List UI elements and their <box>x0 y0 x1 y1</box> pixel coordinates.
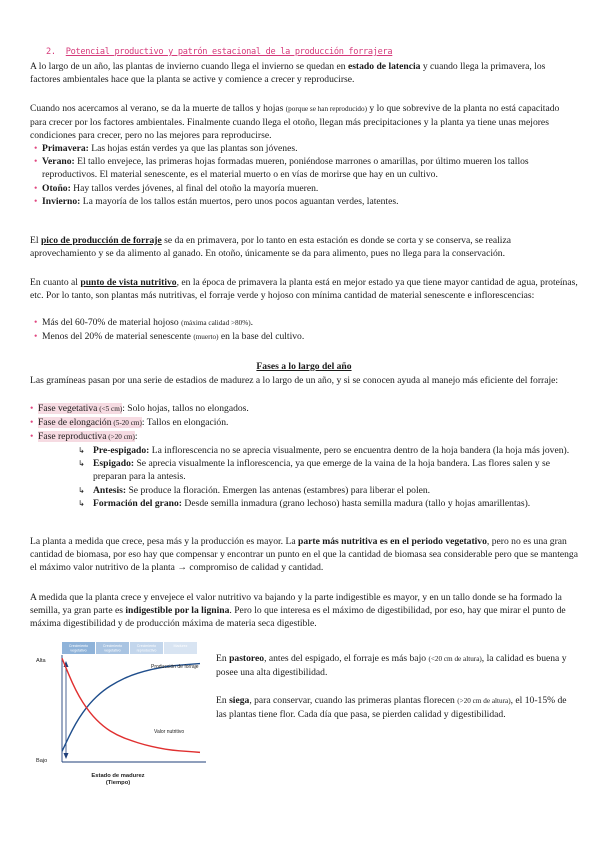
phase-highlight <box>38 417 142 428</box>
subphase-label: Espigado: <box>93 458 135 470</box>
grazing-text-mid: , antes del espigado, el forraje es más bajo <box>264 653 429 664</box>
y-bottom-label: Bajo <box>36 758 48 764</box>
x-axis-label-line1: Estado de madurez <box>91 773 145 779</box>
aging-text: A medida que la planta crece y envejece el valor nutritivo va bajando y la parte indigestible es mayor, y en un tallo donde se ha formado la semilla, ya gran parte es <box>30 592 562 617</box>
maturity-chart <box>30 641 210 801</box>
season-item-otono <box>30 182 578 195</box>
mowing-paragraph <box>216 694 578 721</box>
season-label: Verano: <box>42 156 75 168</box>
phase-label: Fase reproductiva <box>38 431 107 443</box>
summer-text-end: y lo que sobrevive de la planta no está capacitado para crecer por los factores ambientales. Finalmente cuando llega el otoño, llegan más precipitaciones y la planta ya tiene unas mejores condiciones para crecer, pero no las mejores para reproducirse. <box>30 103 560 142</box>
y-top-label: Alta <box>36 658 46 664</box>
mowing-text-end: , el 10-15% de las plantas tiene flor. Cada día que pasa, se pierden calidad y digestibilidad. <box>216 695 567 721</box>
subphases-list <box>30 444 578 510</box>
phase-range: (>20 cm) <box>106 433 135 442</box>
nutritive-text: En cuanto al <box>30 277 81 288</box>
mowing-note: (>20 cm de altura) <box>457 697 511 705</box>
season-item-primavera <box>30 142 578 155</box>
phases-intro: Las gramíneas pasan por una serie de estadios de madurez a lo largo de un año, y si se conocen ayuda al manejo más eficiente del forraje: <box>30 375 559 386</box>
summer-text: Cuando nos acercamos al verano, se da la muerte de tallos y hojas <box>30 103 286 114</box>
season-label: Invierno: <box>42 195 81 207</box>
subphase-item <box>30 497 578 510</box>
grazing-note: (<20 cm de altura) <box>428 655 482 663</box>
nutritive-item <box>30 330 578 344</box>
subphase-item <box>30 444 578 457</box>
stage-label: reproductivo <box>136 648 157 653</box>
chart-series <box>62 658 200 752</box>
section-heading <box>30 46 578 59</box>
subphase-label: Formación del grano: <box>93 497 182 509</box>
mowing-text: En <box>216 695 230 706</box>
stage-label: Crecimiento <box>136 644 157 648</box>
phase-label: Fase de elongación <box>38 417 112 429</box>
nutritive-bold: punto de vista nutritivo <box>80 277 177 288</box>
season-item-verano <box>30 155 578 181</box>
grazing-paragraph <box>216 652 576 679</box>
subphase-label: Antesis: <box>93 484 127 496</box>
mowing-text-mid: , para conservar, cuando las primeras plantas florecen <box>249 695 458 706</box>
growth-bold: parte más nutritiva es en el periodo vegetativo <box>297 536 487 547</box>
peak-text: El <box>30 235 41 246</box>
summer-note: (porque se han reproducido) <box>285 105 367 113</box>
nutritive-item-text: Más del 60-70% de material hojoso <box>42 317 182 328</box>
stage-label: Crecimiento <box>102 644 123 648</box>
growth-paragraph <box>30 535 578 575</box>
nutritive-paragraph <box>30 276 578 302</box>
peak-bold: pico de producción de forraje <box>40 235 162 246</box>
phases-list <box>30 402 578 445</box>
growth-text: La planta a medida que crece, pesa más y la producción es mayor. La <box>30 536 298 547</box>
phase-range: (<5 cm) <box>97 405 123 413</box>
aging-bold: indigestible por la lignina <box>125 605 230 617</box>
subphase-text: Desde semilla inmadura (grano lechoso) hasta semilla madura (tallo y hojas amarillentas). <box>182 497 531 509</box>
subphase-text: Se aprecia visualmente la inflorescencia, ya que emerge de la vaina de la hoja bandera. Las flores salen y se preparan para la antesis. <box>93 458 550 483</box>
season-text: La mayoría de los tallos están muertos, pero unos pocos aguantan verdes, latentes. <box>80 195 399 207</box>
peak-text-end: se da en primavera, por lo tanto en esta estación es donde se corta y se conserva, se realiza aprovechamiento y se da alimento al ganado. En otoño, únicamente se da para alimento, pues no llega para la conservación. <box>30 235 511 260</box>
phase-item <box>30 402 578 416</box>
stage-label: vegetativo <box>104 648 121 653</box>
subphase-item <box>30 484 578 497</box>
phase-highlight <box>38 431 135 442</box>
season-text: El tallo envejece, las primeras hojas formadas mueren, poniéndose marrones o amarillas, por último mueren los tallos reproductivos. El material senescente, es el material muerto o en vías de morirse que hay en un cultivo. <box>42 156 529 181</box>
grazing-text: En <box>216 653 230 664</box>
subphase-text: Se produce la floración. Emergen las antenas (estambres) para liberar el polen. <box>126 484 431 496</box>
season-text: Hay tallos verdes jóvenes, al final del otoño la mayoría mueren. <box>70 182 319 194</box>
phase-range: (5-20 cm) <box>111 419 142 428</box>
phase-text: : <box>134 431 138 443</box>
nutritive-item-text: Menos del 20% de material senescente <box>42 331 194 343</box>
phase-highlight <box>38 403 122 414</box>
season-item-invierno <box>30 195 578 208</box>
stage-label: vegetativo <box>70 648 87 653</box>
chart-stage-boxes <box>62 642 197 654</box>
return-arrow-icon: ↳ <box>78 498 85 508</box>
down-arrow-icon <box>64 753 69 759</box>
aging-paragraph <box>30 591 578 631</box>
grazing-text-end: , la calidad es buena y posee una alta digestibilidad. <box>216 653 567 679</box>
section-title: Potencial productivo y patrón estacional de la producción forrajera <box>65 47 393 57</box>
phase-text: : Tallos en elongación. <box>141 417 229 429</box>
chart-series-labels <box>151 664 199 735</box>
nutritive-list <box>30 316 578 344</box>
seasons-list <box>30 142 578 208</box>
nutritive-item-note: (muerto) <box>193 333 219 342</box>
phases-title-text: Fases a lo largo del año <box>256 361 352 372</box>
season-text: Las hojas están verdes ya que las plantas son jóvenes. <box>88 143 298 154</box>
phase-item <box>30 416 578 430</box>
series-label: Producción de forraje <box>151 664 199 670</box>
intro-text-end: y cuando llega la primavera, los factores ambientales hace que la planta se active y comience a crecer y reproducirse. <box>30 61 546 86</box>
subphase-text: La inflorescencia no se aprecia visualmente, pero se encuentra dentro de la hoja bandera (la hoja más joven). <box>149 445 570 456</box>
phase-text: : Solo hojas, tallos no elongados. <box>122 403 249 414</box>
nutritive-item-end: en la base del cultivo. <box>218 331 305 343</box>
nutritive-item-note: (máxima calidad >80%) <box>181 319 251 327</box>
series-label: Valor nutritivo <box>154 729 185 735</box>
x-axis-label-line2: (Tiempo) <box>105 780 131 786</box>
intro-bold: estado de latencia <box>347 61 421 72</box>
nutritive-item-end: . <box>250 317 253 328</box>
section-number: 2. <box>46 47 56 57</box>
return-arrow-icon: ↳ <box>78 485 85 495</box>
return-arrow-icon: ↳ <box>78 446 85 455</box>
aging-text-end: . Pero lo que interesa es el máximo de digestibilidad, por eso, hay que mirar el punto de máxima digestibilidad y de producción máxima de materia seca digestible. <box>30 605 566 630</box>
stage-label: Madurez <box>173 644 188 648</box>
summer-paragraph <box>30 102 578 143</box>
grazing-bold: pastoreo <box>229 653 265 664</box>
season-label: Primavera: <box>42 143 89 154</box>
subphase-item <box>30 457 578 483</box>
nutritive-item <box>30 316 578 330</box>
chart-axes <box>36 655 206 786</box>
subphase-label: Pre-espigado: <box>93 445 150 456</box>
peak-paragraph <box>30 234 578 260</box>
series-line <box>62 664 200 752</box>
intro-text: A lo largo de un año, las plantas de invierno cuando llega el invierno se quedan en <box>30 61 348 72</box>
series-line <box>62 658 200 752</box>
return-arrow-icon: ↳ <box>78 459 85 469</box>
phase-label: Fase vegetativa <box>38 403 98 414</box>
phases-title <box>30 360 578 373</box>
nutritive-text-end: , en la época de primavera la planta está en mejor estado ya que tiene mayor cantidad de agua, proteínas, etc. Por lo tanto, son plantas más nutritivas, el forraje verde y hojoso con mínima cantidad de material senescente e inflorescencias: <box>30 277 578 302</box>
mowing-bold: siega <box>229 695 250 706</box>
season-label: Otoño: <box>42 182 71 194</box>
phase-item <box>30 430 578 444</box>
stage-label: Crecimiento <box>68 644 89 648</box>
growth-text-end: , pero no es una gran cantidad de biomasa, por eso hay que compensar y encontrar un punto en el que la cantidad de biomasa sea considerable pero que se mantenga el máximo valor nutritivo de la planta → compromiso de calidad y cantidad. <box>30 536 578 574</box>
intro-paragraph <box>30 60 578 86</box>
